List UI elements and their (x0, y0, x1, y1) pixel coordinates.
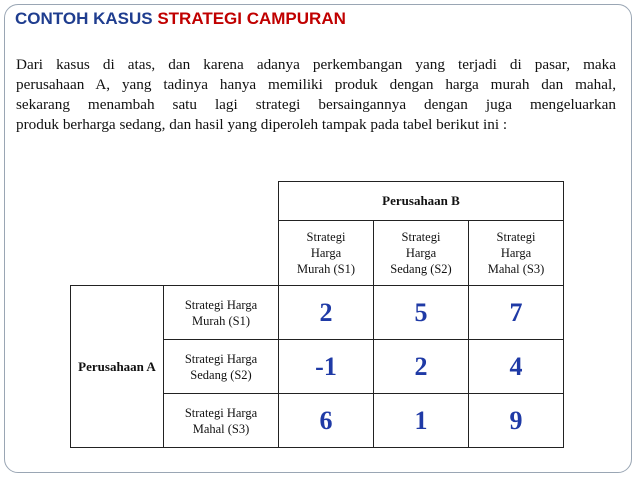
empty-cell (71, 182, 164, 221)
payoff-value: 9 (469, 394, 564, 448)
company-b-header: Perusahaan B (279, 182, 564, 221)
payoff-value: 2 (279, 286, 374, 340)
column-header-line: Strategi (401, 230, 441, 244)
description-paragraph (16, 55, 616, 135)
column-header-line: Murah (S1) (297, 262, 355, 276)
paragraph-line: produk berharga sedang, dan hasil yang diperoleh tampak pada tabel berikut ini : (16, 116, 508, 133)
slide-title (15, 8, 346, 30)
empty-cell (164, 182, 279, 221)
company-a-header: Perusahaan A (71, 286, 164, 448)
column-header-s1 (279, 221, 374, 286)
row-header-s3 (164, 394, 279, 448)
row-header-line: Strategi Harga (184, 297, 258, 312)
paragraph-line: perusahaan A, yang tadinya hanya memiliki produk dengan harga murah dan mahal, (16, 76, 616, 93)
payoff-value: 2 (374, 340, 469, 394)
column-header-s3 (469, 221, 564, 286)
row-header-s1 (164, 286, 279, 340)
row-header-s2 (164, 340, 279, 394)
payoff-value: 1 (374, 394, 469, 448)
column-header-s2 (374, 221, 469, 286)
empty-cell (164, 221, 279, 286)
title-part-1: CONTOH KASUS (15, 9, 158, 28)
column-header-line: Strategi (496, 230, 536, 244)
column-header-line: Harga (310, 246, 342, 260)
column-header-line: Harga (500, 246, 532, 260)
row-header-line: Strategi Harga (184, 405, 258, 420)
title-part-2: STRATEGI CAMPURAN (157, 9, 346, 28)
row-header-line: Sedang (S2) (190, 367, 252, 382)
payoff-value: 7 (469, 286, 564, 340)
row-header-line: Strategi Harga (184, 351, 258, 366)
column-header-line: Mahal (S3) (487, 262, 545, 276)
payoff-value: -1 (279, 340, 374, 394)
paragraph-line: sekarang menambah satu lagi strategi bersaingannya dengan juga mengeluarkan (16, 96, 616, 113)
payoff-table (70, 181, 564, 448)
payoff-value: 6 (279, 394, 374, 448)
row-header-line: Mahal (S3) (192, 421, 250, 436)
payoff-value: 5 (374, 286, 469, 340)
column-header-line: Sedang (S2) (390, 262, 452, 276)
empty-cell (71, 221, 164, 286)
row-header-line: Murah (S1) (192, 313, 250, 328)
paragraph-line: Dari kasus di atas, dan karena adanya perkembangan yang terjadi di pasar, maka (16, 56, 616, 73)
payoff-value: 4 (469, 340, 564, 394)
column-header-line: Strategi (306, 230, 346, 244)
column-header-line: Harga (405, 246, 437, 260)
